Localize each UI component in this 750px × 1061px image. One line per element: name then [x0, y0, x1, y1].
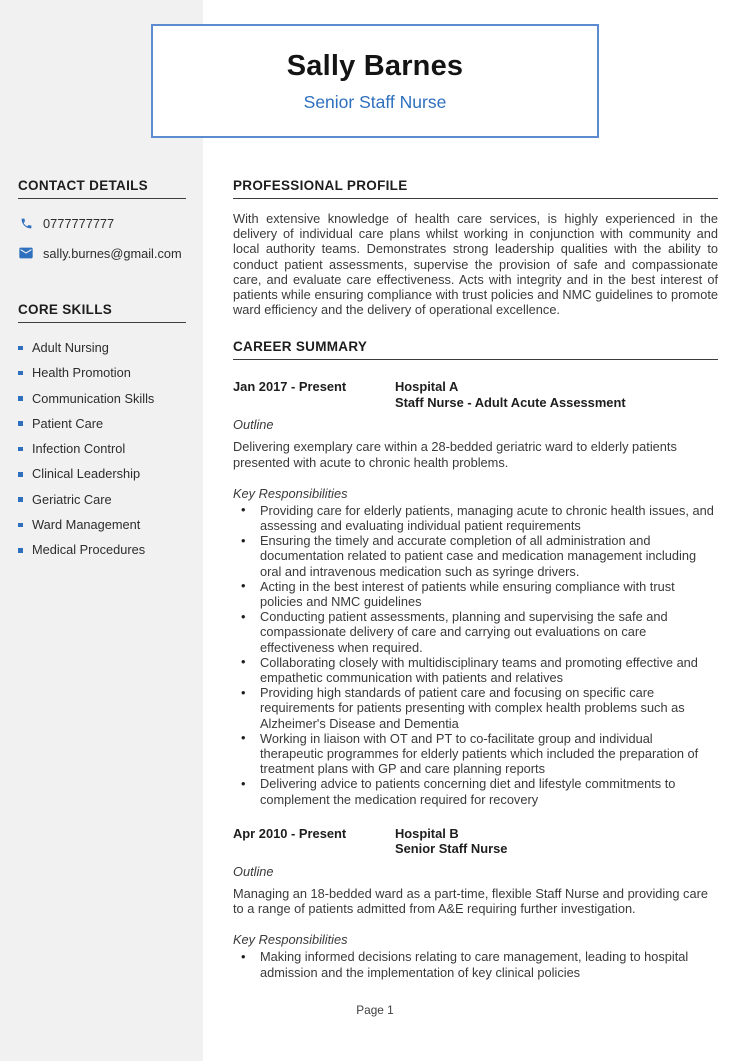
career-summary-heading: CAREER SUMMARY [233, 339, 718, 360]
main-content [233, 170, 718, 980]
skill-item: Adult Nursing [18, 341, 186, 355]
phone-number: 0777777777 [43, 216, 115, 231]
responsibility-item: • Collaborating closely with multidisciplinary teams and promoting effective and empathetic communication with patients and relatives [233, 655, 718, 685]
job-dates: Apr 2010 - Present [233, 825, 347, 841]
job-entry [233, 379, 718, 806]
job-header [233, 826, 718, 857]
job-organization: Hospital A [395, 379, 459, 395]
job-role: Staff Nurse - Adult Acute Assessment [395, 394, 626, 410]
responsibility-item: • Delivering advice to patients concerning diet and lifestyle commitments to complement the medication required for recovery [233, 776, 718, 806]
skill-item: Patient Care [18, 417, 186, 431]
skill-item: Infection Control [18, 442, 186, 456]
candidate-name: Sally Barnes [286, 49, 464, 82]
outline-text: Managing an 18-bedded ward as a part-time, flexible Staff Nurse and providing care to a range of patients admitted from A&E requiring further investigation. [233, 885, 708, 917]
key-responsibilities-list [233, 503, 718, 807]
page-number: Page 1 [356, 1003, 394, 1017]
skill-item: Medical Procedures [18, 543, 186, 557]
job-dates: Jan 2017 - Present [233, 379, 347, 395]
job-entries [233, 379, 718, 979]
email-icon [18, 245, 34, 261]
responsibility-item: • Conducting patient assessments, planning and supervising the safe and compassionate delivery of care and carrying out evaluations on care effectiveness when required. [233, 609, 718, 655]
job-organization-block [395, 826, 507, 857]
skill-item: Clinical Leadership [18, 467, 186, 481]
job-organization-block [395, 379, 626, 410]
email-address: sally.burnes@gmail.com [43, 245, 182, 261]
responsibility-item: • Acting in the best interest of patients while ensuring compliance with trust policies and NMC guidelines [233, 579, 718, 609]
job-entry [233, 826, 718, 980]
job-header [233, 379, 718, 410]
contact-details-heading: CONTACT DETAILS [18, 178, 186, 199]
phone-row [18, 216, 186, 231]
key-responsibilities-label: Key Responsibilities [233, 485, 348, 501]
responsibility-item: • Providing care for elderly patients, managing acute to chronic health issues, and assessing and evaluating individual patient requirements [233, 503, 718, 533]
responsibility-item: • Working in liaison with OT and PT to co-facilitate group and individual therapeutic programmes for elderly patients which included the preparation of treatment plans with GP and care planning reports [233, 731, 718, 777]
outline-label: Outline [233, 417, 274, 433]
outline-label: Outline [233, 863, 274, 879]
sidebar [18, 170, 186, 569]
responsibility-item: • Ensuring the timely and accurate completion of all administration and documentation related to patient case and medication management including oral and intravenous medication such as syringe drivers. [233, 533, 718, 579]
email-row [18, 245, 186, 261]
skill-item: Communication Skills [18, 392, 186, 406]
core-skills-list [18, 341, 186, 558]
phone-icon [18, 217, 34, 230]
skill-item: Geriatric Care [18, 493, 186, 507]
contact-list [18, 216, 186, 261]
candidate-title: Senior Staff Nurse [303, 91, 447, 112]
professional-profile-heading: PROFESSIONAL PROFILE [233, 178, 718, 199]
key-responsibilities-label: Key Responsibilities [233, 932, 348, 948]
core-skills-heading: CORE SKILLS [18, 302, 186, 323]
responsibility-item: • Providing high standards of patient care and focusing on specific care requirements for patients presenting with complex health problems such as Alzheimer's Disease and Dementia [233, 685, 718, 731]
responsibility-item: • Making informed decisions relating to care management, leading to hospital admission and the implementation of key clinical policies [233, 949, 718, 979]
skill-item: Health Promotion [18, 366, 186, 380]
header-box [151, 24, 599, 138]
outline-text: Delivering exemplary care within a 28-bedded geriatric ward to elderly patients presented with acute to chronic health problems. [233, 439, 677, 470]
job-organization: Hospital B [395, 825, 459, 841]
job-role: Senior Staff Nurse [395, 841, 508, 857]
professional-profile-text: With extensive knowledge of health care services, is highly experienced in the delivery of individual care plans whilst working in conjunction with community and local authority teams. Demonstrates strong leadership qualities with the ability to conduct patient assessments, supervise the provision of safe and compassionate care, and evaluate care effectiveness. Acts with integrity and in the best interest of patients while ensuring compliance with trust policies and NMC guidelines to promote ward efficiency and the delivery of operational excellence. [233, 211, 718, 318]
key-responsibilities-list [233, 949, 718, 979]
skill-item: Ward Management [18, 518, 186, 532]
